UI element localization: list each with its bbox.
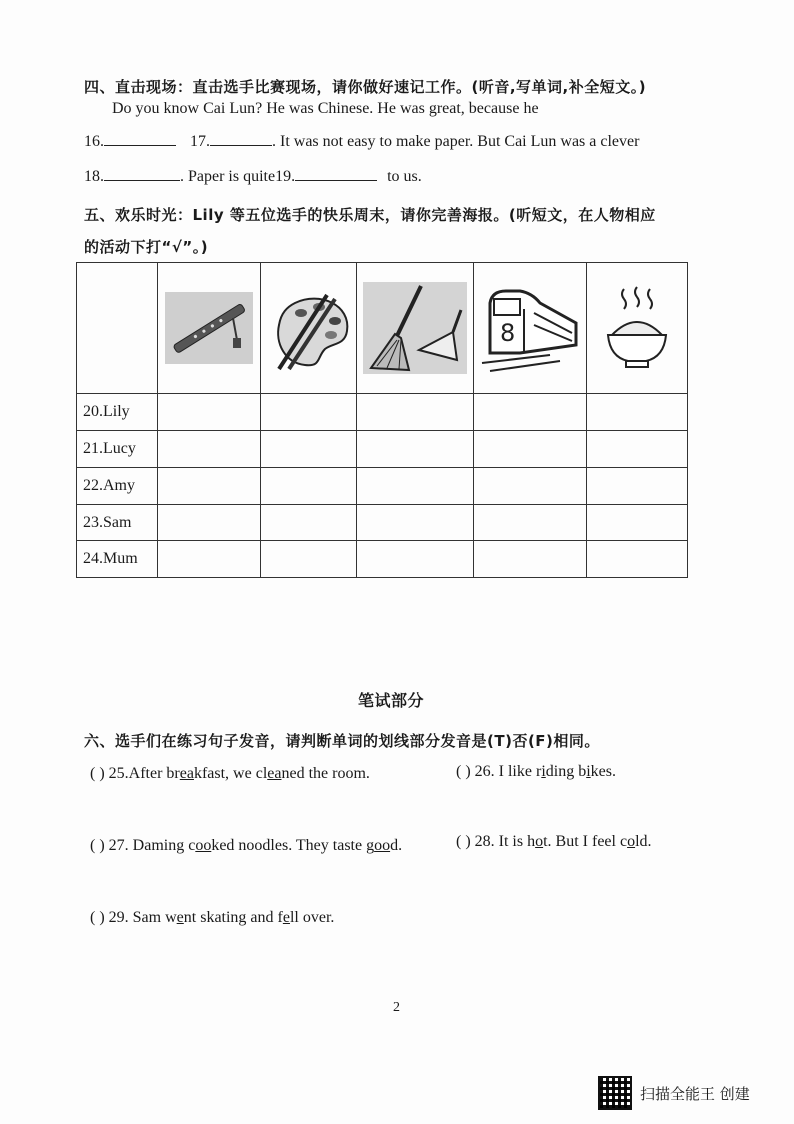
tick-cell[interactable] xyxy=(474,541,587,578)
activity-cell-painting xyxy=(261,263,357,394)
tick-cell[interactable] xyxy=(357,468,474,505)
tick-cell[interactable] xyxy=(474,394,587,431)
qr-code-icon xyxy=(598,1076,632,1110)
tick-cell[interactable] xyxy=(158,468,261,505)
tick-cell[interactable] xyxy=(587,468,688,505)
row-label: 21.Lucy xyxy=(77,431,158,468)
passage-line-1: Do you know Cai Lun? He was Chinese. He was great, because he xyxy=(112,100,539,117)
paint-palette-icon xyxy=(261,283,356,373)
q27 xyxy=(90,837,402,855)
q16-label: 16. xyxy=(84,133,104,150)
tick-cell[interactable] xyxy=(357,541,474,578)
tick-cell[interactable] xyxy=(357,394,474,431)
q25-underline-1: ea xyxy=(179,765,194,782)
q25 xyxy=(90,765,370,783)
passage-line-2 xyxy=(84,131,639,151)
scanner-watermark: 扫描全能王 创建 xyxy=(640,1085,750,1103)
section6-heading: 六、选手们在练习句子发音，请判断单词的划线部分发音是(T)否(F)相同。 xyxy=(84,732,600,750)
page-number: 2 xyxy=(393,1000,400,1015)
row-label: 23.Sam xyxy=(77,505,158,541)
row-label: 20.Lily xyxy=(77,394,158,431)
tick-cell[interactable] xyxy=(261,394,357,431)
q17-label: 17. xyxy=(190,133,210,150)
table-row xyxy=(77,431,688,468)
q17-blank[interactable] xyxy=(210,131,272,146)
tick-cell[interactable] xyxy=(261,541,357,578)
section5-heading-1: 五、欢乐时光：Lily 等五位选手的快乐周末，请你完善海报。(听短文，在人物相应 xyxy=(84,206,656,224)
tick-cell[interactable] xyxy=(261,468,357,505)
train-icon xyxy=(474,283,586,373)
section5-heading-2: 的活动下打“√”。) xyxy=(84,238,209,256)
rice-bowl-icon xyxy=(587,283,687,373)
table-row xyxy=(77,505,688,541)
tick-cell[interactable] xyxy=(158,541,261,578)
q28-underline-2: o xyxy=(627,833,636,850)
q28 xyxy=(456,833,652,851)
q29-text: 29. Sam w xyxy=(108,909,177,926)
broom-dustpan-icon xyxy=(357,280,473,376)
answer-paren[interactable]: ( ) xyxy=(456,833,471,850)
q29 xyxy=(90,909,334,927)
tick-cell[interactable] xyxy=(158,505,261,541)
q26-text-end: kes. xyxy=(590,763,616,780)
tick-cell[interactable] xyxy=(587,505,688,541)
q25-text-mid: kfast, we cl xyxy=(193,765,268,782)
q28-text: 28. It is h xyxy=(474,833,536,850)
q27-text-end: d. xyxy=(390,837,403,854)
tick-cell[interactable] xyxy=(357,505,474,541)
flute-icon xyxy=(158,288,260,368)
tick-cell[interactable] xyxy=(587,394,688,431)
activity-cell-eating xyxy=(587,263,688,394)
q28-text-mid: t. But I feel c xyxy=(543,833,628,850)
tick-cell[interactable] xyxy=(158,394,261,431)
row-label: 24.Mum xyxy=(77,541,158,578)
table-row xyxy=(77,541,688,578)
q29-underline-1: e xyxy=(176,909,184,926)
table-header-row xyxy=(77,263,688,394)
q19-blank[interactable] xyxy=(295,166,377,181)
q26-text: 26. I like r xyxy=(474,763,542,780)
q18-blank[interactable] xyxy=(104,166,180,181)
q25-underline-2: ea xyxy=(267,765,282,782)
answer-paren[interactable]: ( ) xyxy=(90,765,105,782)
tick-cell[interactable] xyxy=(587,431,688,468)
tick-cell[interactable] xyxy=(587,541,688,578)
q28-text-end: ld. xyxy=(635,833,652,850)
passage-line-3 xyxy=(84,166,422,186)
tick-cell[interactable] xyxy=(261,505,357,541)
activity-cell-train xyxy=(474,263,587,394)
q27-underline-1: oo xyxy=(195,837,212,854)
tick-cell[interactable] xyxy=(357,431,474,468)
q29-underline-2: e xyxy=(282,909,290,926)
q26-underline-2: i xyxy=(586,763,591,780)
passage-line-2-tail: . It was not easy to make paper. But Cai Lun was a clever xyxy=(272,133,640,150)
activity-cell-sweeping xyxy=(357,263,474,394)
answer-paren[interactable]: ( ) xyxy=(90,837,105,854)
activity-table xyxy=(76,262,688,578)
q25-text-end: ned the room. xyxy=(281,765,370,782)
svg-text:8: 8 xyxy=(500,319,516,347)
answer-paren[interactable]: ( ) xyxy=(90,909,105,926)
row-label: 22.Amy xyxy=(77,468,158,505)
activity-cell-flute xyxy=(158,263,261,394)
q18-label: 18. xyxy=(84,168,104,185)
table-row xyxy=(77,394,688,431)
q29-text-mid: nt skating and f xyxy=(183,909,283,926)
q16-blank[interactable] xyxy=(104,131,176,146)
tick-cell[interactable] xyxy=(158,431,261,468)
section4-heading: 四、直击现场：直击选手比赛现场，请你做好速记工作。(听音,写单词,补全短文。) xyxy=(84,78,647,96)
q27-text-mid: ked noodles. They taste g xyxy=(211,837,375,854)
q26 xyxy=(456,763,616,781)
corner-cell xyxy=(77,263,158,394)
q27-underline-2: oo xyxy=(374,837,391,854)
q28-underline-1: o xyxy=(535,833,544,850)
tick-cell[interactable] xyxy=(261,431,357,468)
q29-text-end: ll over. xyxy=(289,909,335,926)
tick-cell[interactable] xyxy=(474,431,587,468)
q25-text: 25.After br xyxy=(108,765,180,782)
q19-label: . Paper is quite19. xyxy=(180,168,296,185)
answer-paren[interactable]: ( ) xyxy=(456,763,471,780)
table-row xyxy=(77,468,688,505)
passage-line-3-tail: to us. xyxy=(387,168,422,185)
tick-cell[interactable] xyxy=(474,505,587,541)
q27-text: 27. Daming c xyxy=(108,837,196,854)
written-part-title: 笔试部分 xyxy=(358,691,425,710)
q26-text-mid: ding b xyxy=(545,763,587,780)
tick-cell[interactable] xyxy=(474,468,587,505)
q26-underline-1: i xyxy=(541,763,546,780)
